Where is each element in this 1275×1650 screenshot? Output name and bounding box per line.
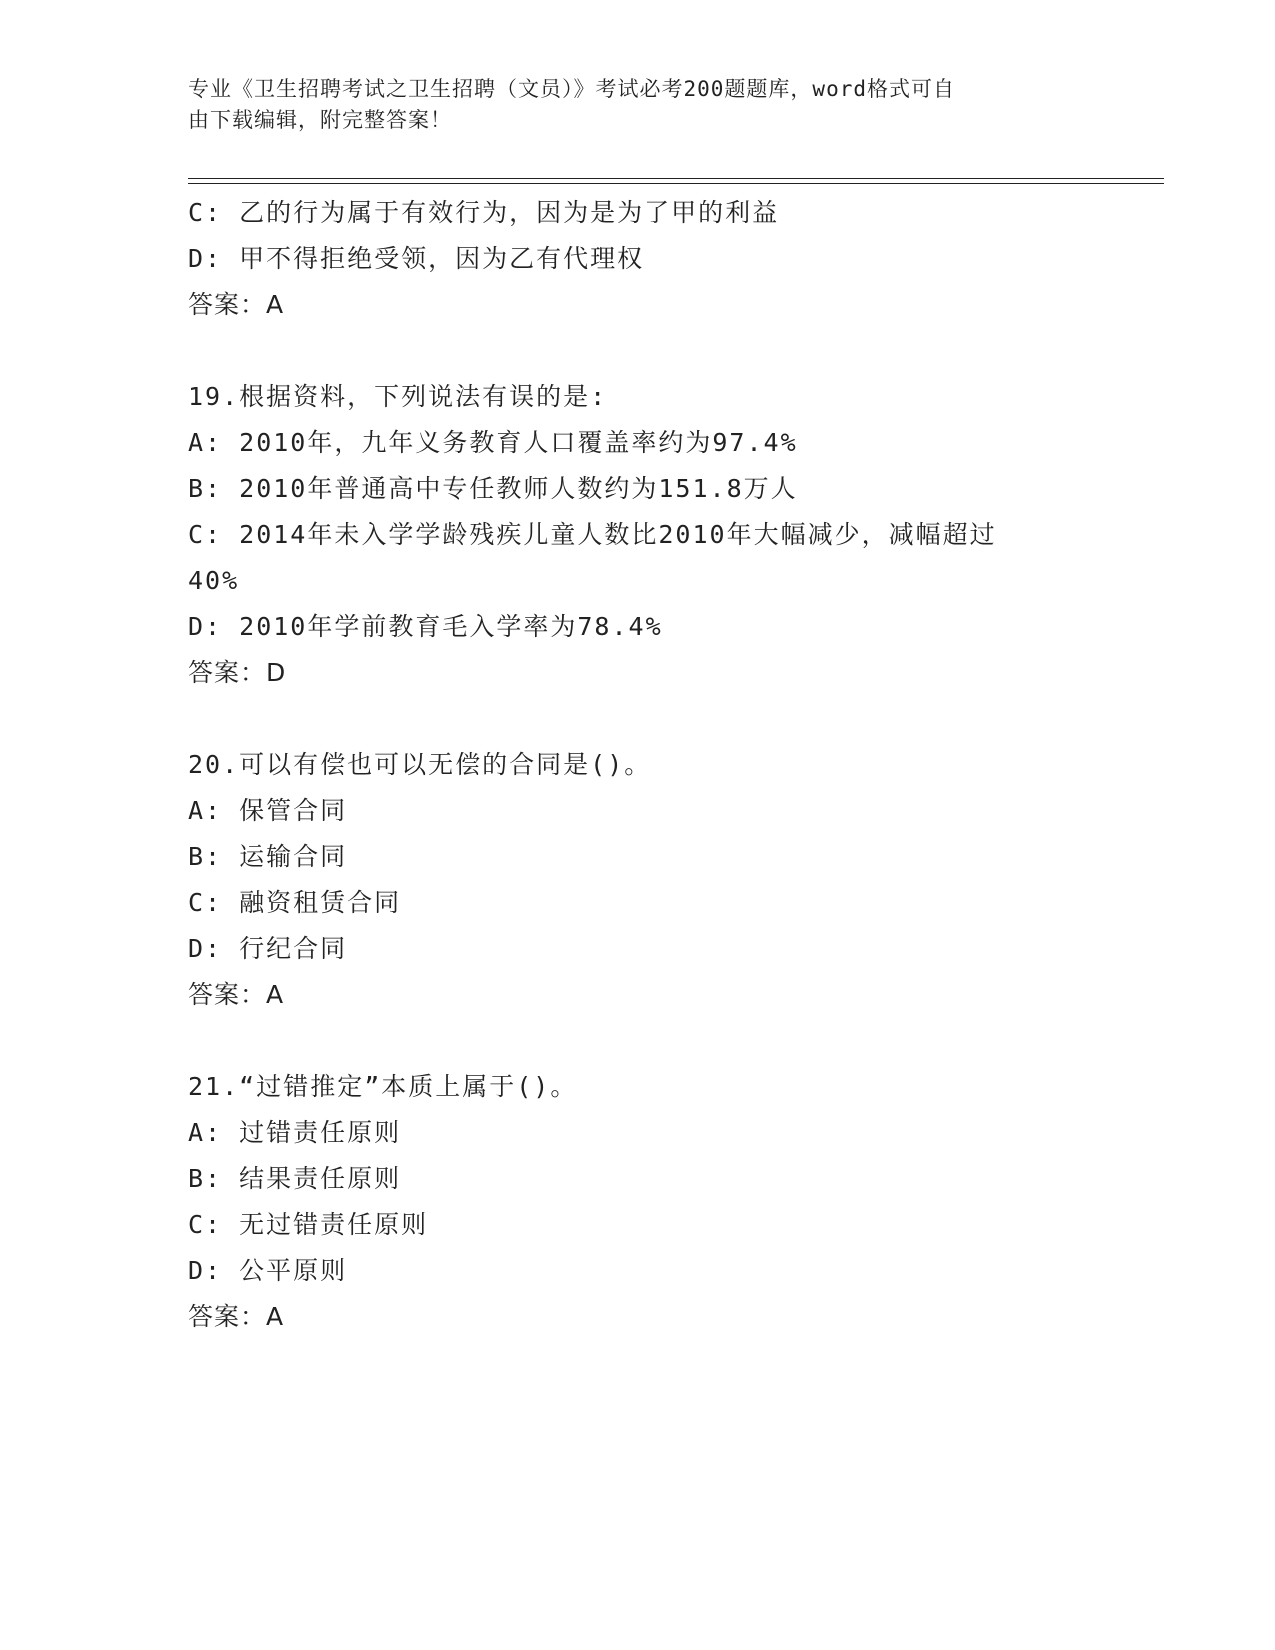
q20-answer: 答案：A (188, 980, 285, 1009)
q19-answer: 答案：D (188, 658, 287, 687)
q21-option-a: A: 过错责任原则 (188, 1118, 402, 1147)
q19-option-d: D: 2010年学前教育毛入学率为78.4% (188, 612, 663, 641)
q18-option-d: D: 甲不得拒绝受领，因为乙有代理权 (188, 244, 645, 273)
q18-option-c: C: 乙的行为属于有效行为，因为是为了甲的利益 (188, 198, 780, 227)
q21-answer: 答案：A (188, 1302, 285, 1331)
q19-option-c: C: 2014年未入学学龄残疾儿童人数比2010年大幅减少，减幅超过 (188, 520, 997, 549)
q21-option-c: C: 无过错责任原则 (188, 1210, 429, 1239)
q18-answer: 答案：A (188, 290, 285, 319)
q20-question: 20.可以有偿也可以无偿的合同是()。 (188, 750, 652, 779)
q20-option-a: A: 保管合同 (188, 796, 348, 825)
q20-option-d: D: 行纪合同 (188, 934, 348, 963)
q20-option-b: B: 运输合同 (188, 842, 348, 871)
q21-option-d: D: 公平原则 (188, 1256, 348, 1285)
q21-option-b: B: 结果责任原则 (188, 1164, 402, 1193)
q21-question: 21.“过错推定”本质上属于()。 (188, 1072, 578, 1101)
q19-option-c-continued: 40% (188, 566, 240, 595)
spacer (188, 696, 1088, 742)
header-divider-bottom (188, 183, 1164, 184)
header-divider-top (188, 178, 1164, 179)
spacer (188, 1018, 1088, 1064)
header-line-2: 由下载编辑，附完整答案！ (188, 108, 452, 132)
header-line-1: 专业《卫生招聘考试之卫生招聘（文员）》考试必考200题题库，word格式可自 (188, 77, 955, 101)
spacer (188, 328, 1088, 374)
document-header (188, 74, 1068, 136)
q20-option-c: C: 融资租赁合同 (188, 888, 402, 917)
q19-option-a: A: 2010年，九年义务教育人口覆盖率约为97.4% (188, 428, 798, 457)
q19-option-b: B: 2010年普通高中专任教师人数约为151.8万人 (188, 474, 798, 503)
q19-question: 19.根据资料，下列说法有误的是: (188, 382, 608, 411)
question-list (188, 190, 1088, 1340)
